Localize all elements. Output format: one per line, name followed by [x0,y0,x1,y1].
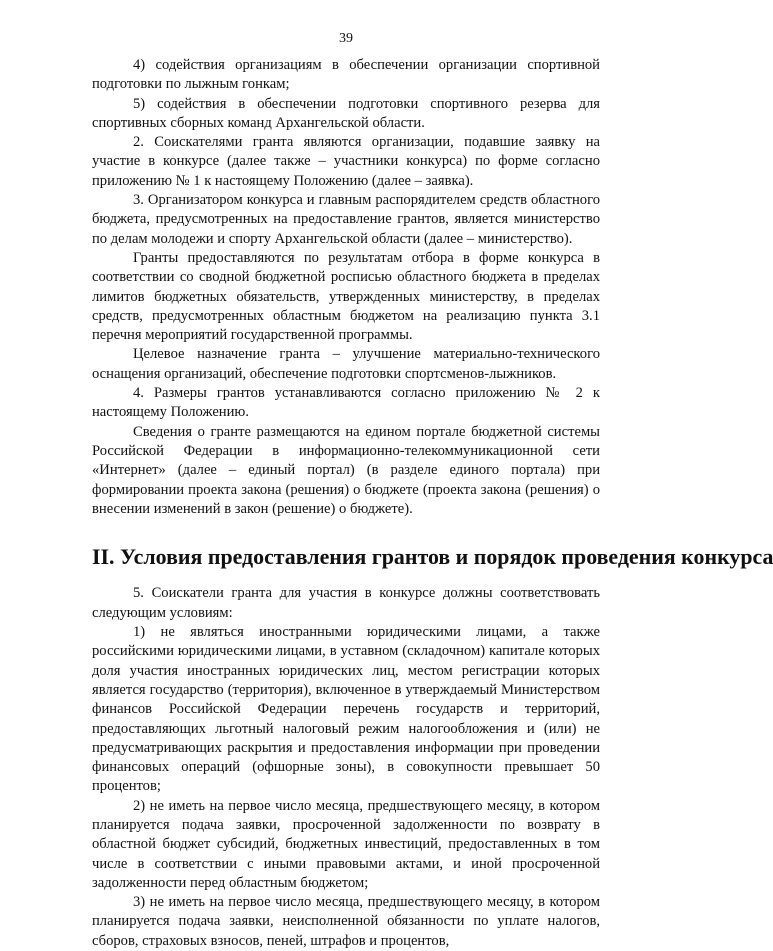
paragraph-grants-provision: Гранты предоставляются по результатам отбора в форме конкурса в соответствии со сводной бюджетной росписью областного бюджета в пределах лимитов бюджетных обязательств, утвержденных министерству, в пределах средств, предусмотренных областным бюджетом на реализацию пункта 3.1 перечня мероприятий государственной программы. [92,249,600,344]
paragraph-2-grant-applicants: 2. Соискателями гранта являются организации, подавшие заявку на участие в конкурсе (далее также – участники конкурса) по форме согласно приложению № 1 к настоящему Положению (далее – заявка). [92,134,600,189]
paragraph-4-grant-sizes: 4. Размеры грантов устанавливаются согласно приложению № 2 к настоящему Положению. [92,385,600,421]
paragraph-condition-2-overdue-debt: 2) не иметь на первое число месяца, предшествующего месяцу, в котором планируется подача заявки, просроченной задолженности по возврату в областной бюджет субсидий, бюджетных инвестиций, предоставленных в том числе в соответствии с иными правовыми актами, и иной просроченной задолженности перед областным бюджетом; [92,797,600,891]
paragraph-3-contest-organizer: 3. Организатором конкурса и главным распорядителем средств областного бюджета, предусмотренных на предоставление грантов, является министерство по делам молодежи и спорту Архангельской области (далее – министерство). [92,192,600,247]
paragraph-5-applicant-conditions: 5. Соискатели гранта для участия в конкурсе должны соответствовать следующим условиям: [92,585,600,621]
paragraph-condition-3-tax-obligations: 3) не иметь на первое число месяца, предшествующего месяцу, в котором планируется подача заявки, неисполненной обязанности по уплате налогов, сборов, страховых взносов, пеней, штрафов и процентов, [92,894,600,949]
paragraph-item-4-ski-training: 4) содействия организациям в обеспечении организации спортивной подготовки по лыжным гонкам; [92,57,600,93]
section-title: II. Условия предоставления грантов и порядок проведения конкурса [92,544,773,570]
paragraph-grant-purpose: Целевое назначение гранта – улучшение материально-технического оснащения организаций, обеспечение подготовки спортсменов-лыжников. [92,346,600,382]
page-number: 39 [339,31,353,46]
paragraph-item-5-sport-reserve: 5) содействия в обеспечении подготовки спортивного резерва для спортивных сборных команд Архангельской области. [92,95,600,131]
paragraph-unified-portal: Сведения о гранте размещаются на едином портале бюджетной системы Российской Федерации в информационно-телекоммуникационной сети «Интернет» (далее – единый портал) (в разделе единого портала) при формировании проекта закона (решения) о бюджете (проекта закона (решения) о внесении изменений в закон (решение) о бюджете). [92,423,600,517]
paragraph-condition-1-foreign-entities: 1) не являться иностранными юридическими лицами, а также российскими юридическими лицами, в уставном (складочном) капитале которых доля участия иностранных юридических лиц, местом регистрации которых является государство (территория), включенное в утверждаемый Министерством финансов Российской Федерации перечень государств и территорий, предоставляющих льготный налоговый режим налогообложения и (или) не предусматривающих раскрытия и предоставления информации при проведении финансовых операций (офшорные зоны), в совокупности превышает 50 процентов; [92,624,600,795]
